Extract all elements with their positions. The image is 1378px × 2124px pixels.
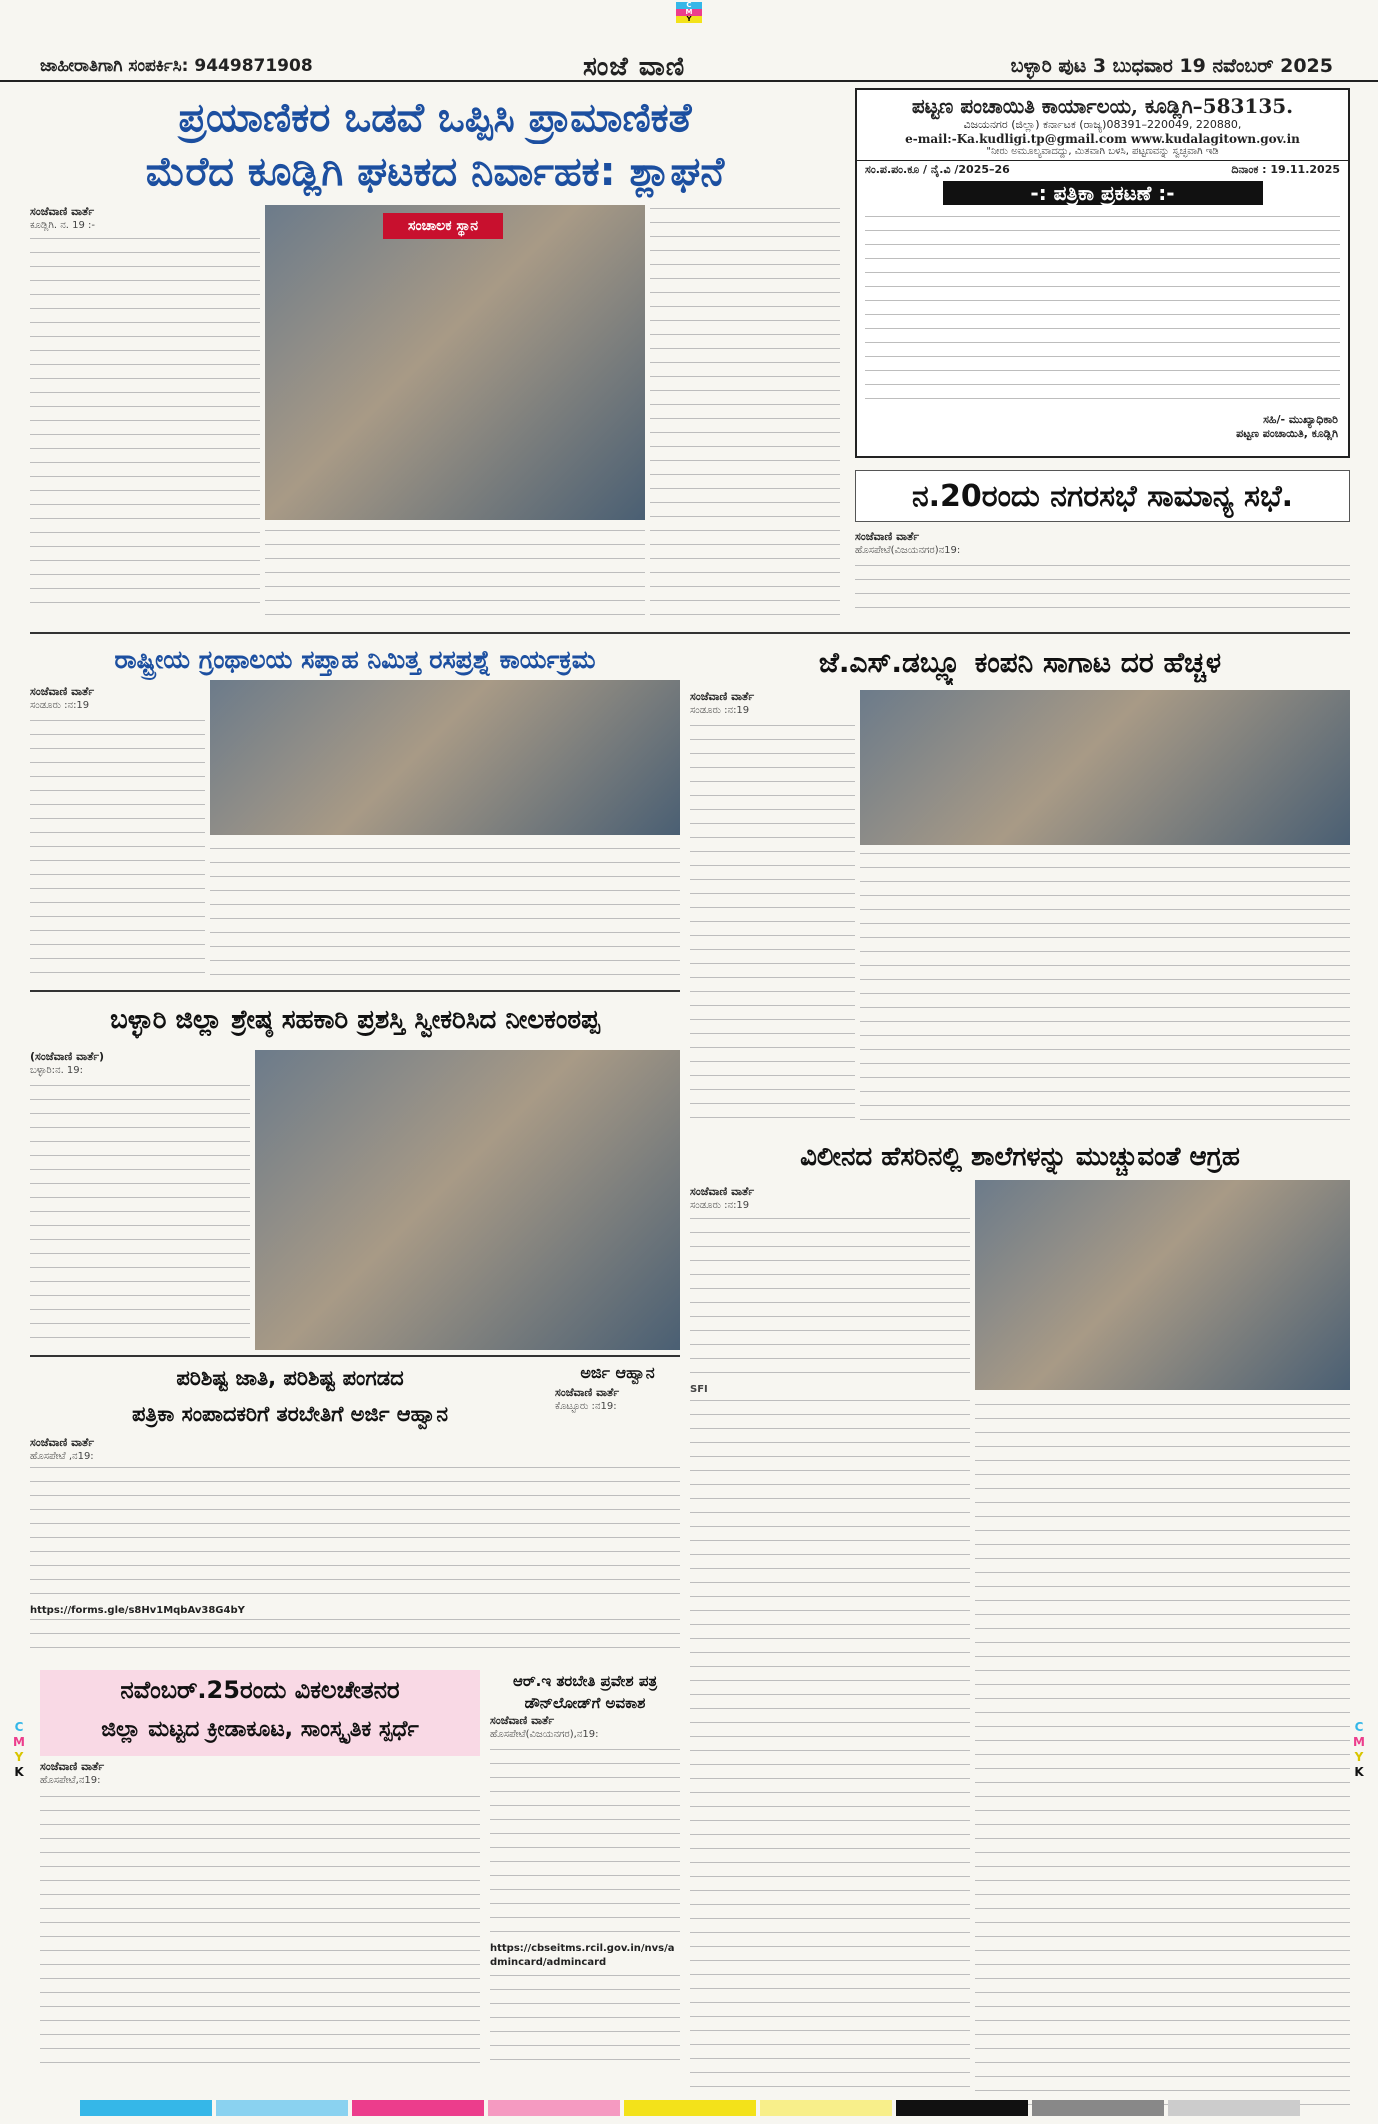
cmyk-m: M <box>676 9 702 16</box>
news10-text <box>490 1742 680 1942</box>
notice-signature-2: ಪಟ್ಟಣ ಪಂಚಾಯಿತಿ, ಕೂಡ್ಲಿಗಿ <box>1236 427 1338 440</box>
news2-body <box>855 530 1350 625</box>
news5-text <box>30 1078 250 1348</box>
news2-headline-box <box>855 470 1350 522</box>
swatch-cyan-light <box>216 2100 348 2116</box>
cmyk-registration-top <box>676 2 702 24</box>
news9-byline: ಸಂಜೆವಾಣಿ ವಾರ್ತೆ <box>40 1760 105 1773</box>
cmyk-y: Y <box>1354 1750 1364 1764</box>
notice-email: e-mail:-Ka.kudligi.tp@gmail.com www.kudalagitown.gov.in <box>905 132 1300 146</box>
divider <box>30 990 680 992</box>
cmyk-c: C <box>676 2 702 9</box>
news2-headline: ನ.20ರಂದು ನಗರಸಭೆ ಸಾಮಾನ್ಯ ಸಭೆ. <box>911 479 1294 514</box>
print-color-bar <box>80 2100 1300 2116</box>
news9-text <box>40 1788 480 2073</box>
cmyk-c: C <box>1354 1720 1364 1734</box>
notice-phone: ವಿಜಯನಗರ (ಜಿಲ್ಲಾ) ಕರ್ನಾಟಕ (ರಾಜ್ಯ)08391–220049, 220880, <box>963 118 1242 131</box>
news10-dateline: ಹೊಸಪೇಟೆ(ವಿಜಯನಗರ),ನ19: <box>490 1729 599 1740</box>
cmyk-y: Y <box>14 1750 24 1764</box>
news9-dateline: ಹೊಸಪೇಟೆ,ನ19: <box>40 1775 101 1786</box>
swatch-yellow <box>624 2100 756 2116</box>
swatch-magenta-light <box>488 2100 620 2116</box>
notice-body <box>865 209 1340 409</box>
news2-dateline: ಹೊಸಪೇಟೆ(ವಿಜಯನಗರ)ನ19: <box>855 545 961 556</box>
news4-col-2 <box>860 850 1350 1130</box>
lead-body-text <box>30 233 260 613</box>
news8-byline: ಸಂಜೆವಾಣಿ ವಾರ್ತೆ <box>555 1386 620 1399</box>
cmyk-k: K <box>14 1765 24 1779</box>
lead-headline-1: ಪ್ರಯಾಣಿಕರ ಒಡವೆ ಒಪ್ಪಿಸಿ ಪ್ರಾಮಾಣಿಕತೆ <box>178 95 692 141</box>
masthead <box>0 52 1378 82</box>
notice-box <box>855 88 1350 458</box>
swatch-grey <box>1032 2100 1164 2116</box>
news4-headline: ಜೆ.ಎಸ್.ಡಬ್ಲ್ಯೂ ಕಂಪನಿ ಸಾಗಾಟ ದರ ಹೆಚ್ಚಳ <box>818 646 1222 679</box>
cmyk-registration-left <box>12 1720 26 1782</box>
news7-body <box>30 1436 680 1666</box>
swatch-yellow-light <box>760 2100 892 2116</box>
lead-photo <box>265 205 645 520</box>
news6-sfi: SFI <box>690 1384 708 1395</box>
news3-col-2 <box>210 840 680 985</box>
cmyk-m: M <box>13 1735 25 1749</box>
news3-photo <box>210 680 680 835</box>
news7-link[interactable]: https://forms.gle/s8Hv1MqbAv38G4bY <box>30 1605 245 1616</box>
lead-dateline: ಕೂಡ್ಲಿಗಿ. ನ. 19 :- <box>30 220 95 231</box>
cmyk-registration-right <box>1352 1720 1366 1782</box>
news7-text-2 <box>30 1618 680 1658</box>
news7-text <box>30 1464 680 1604</box>
swatch-black <box>896 2100 1028 2116</box>
lead-col-2-bottom <box>265 525 645 625</box>
news6-headline: ವಿಲೀನದ ಹೆಸರಿನಲ್ಲಿ ಶಾಲೆಗಳನ್ನು ಮುಚ್ಚುವಂತೆ ಆಗ್ರಹ <box>800 1142 1240 1172</box>
news6-col-2 <box>975 1395 1350 2115</box>
notice-slogan: "ನೀರು ಅಮೂಲ್ಯವಾದದ್ದು, ಮಿತವಾಗಿ ಬಳಸಿ, ಪಟ್ಟಣವನ್ನು ಸ್ವಚ್ಛವಾಗಿ ಇಡಿ <box>857 146 1348 161</box>
news7-byline: ಸಂಜೆವಾಣಿ ವಾರ್ತೆ <box>30 1436 95 1449</box>
news10-text-2 <box>490 1970 680 2070</box>
news4-dateline: ಸಂಡೂರು :ನ:19 <box>690 705 750 716</box>
photo-sign: ಸಂಚಾಲಕ ಸ್ಥಾನ <box>383 213 503 239</box>
notice-date: ದಿನಾಂಕ : 19.11.2025 <box>1231 163 1340 176</box>
news5-photo <box>255 1050 680 1350</box>
news8-dateline: ಕೊಟ್ಟೂರು :ನ19: <box>555 1401 617 1412</box>
notice-office-title: ಪಟ್ಟಣ ಪಂಚಾಯಿತಿ ಕಾರ್ಯಾಲಯ, ಕೂಡ್ಲಿಗಿ–583135. <box>911 94 1294 118</box>
news10-headline-1: ಆರ್.ಇ ತರಬೇತಿ ಪ್ರವೇಶ ಪತ್ರ <box>512 1672 658 1690</box>
news4-col-1 <box>690 690 855 1130</box>
news6-col-1 <box>690 1185 970 2115</box>
news3-col-1 <box>30 685 205 985</box>
cmyk-y: Y <box>676 16 702 23</box>
swatch-grey-light <box>1168 2100 1300 2116</box>
news5-byline: (ಸಂಜೆವಾಣಿ ವಾರ್ತೆ) <box>30 1050 105 1063</box>
cmyk-m: M <box>1353 1735 1365 1749</box>
notice-ref-no: ಸಂ.ಪ.ಪಂ.ಕೂ / ನೈ.ವಿ /2025–26 <box>865 163 1010 176</box>
news6-byline: ಸಂಜೆವಾಣಿ ವಾರ್ತೆ <box>690 1185 755 1198</box>
page-info: ಬಳ್ಳಾರಿ ಪುಟ 3 ಬುಧವಾರ 19 ನವೆಂಬರ್ 2025 <box>1010 55 1333 77</box>
news4-photo <box>860 690 1350 845</box>
news9-headline-box <box>40 1670 480 1756</box>
divider <box>30 1355 680 1357</box>
lead-col-3 <box>650 205 840 625</box>
news9-headline-1: ನವೆಂಬರ್.25ರಂದು ವಿಕಲಚೇತನರ <box>120 1676 400 1704</box>
cmyk-k: K <box>1354 1765 1364 1779</box>
newspaper-logo: ಸಂಜೆ ವಾಣಿ <box>583 52 686 82</box>
news6-text-b <box>690 1397 970 2097</box>
news4-byline: ಸಂಜೆವಾಣಿ ವಾರ್ತೆ <box>690 690 755 703</box>
news7-headline-2: ಪತ್ರಿಕಾ ಸಂಪಾದಕರಿಗೆ ತರಬೇತಿಗೆ ಅರ್ಜಿ ಆಹ್ವಾನ <box>131 1402 449 1426</box>
news10-headline-2: ಡೌನ್‌ಲೋಡ್‌ಗೆ ಅವಕಾಶ <box>524 1694 646 1712</box>
news5-headline: ಬಳ್ಳಾರಿ ಜಿಲ್ಲಾ ಶ್ರೇಷ್ಠ ಸಹಕಾರಿ ಪ್ರಶಸ್ತಿ ಸ್ವೀಕರಿಸಿದ ನೀಲಕಂಠಪ್ಪ <box>110 1005 600 1035</box>
news6-photo <box>975 1180 1350 1390</box>
lead-headline-2: ಮೆರೆದ ಕೂಡ್ಲಿಗಿ ಘಟಕದ ನಿರ್ವಾಹಕ: ಶ್ಲಾಘನೆ <box>145 149 725 195</box>
news10-byline: ಸಂಜೆವಾಣಿ ವಾರ್ತೆ <box>490 1714 555 1727</box>
news5-dateline: ಬಳ್ಳಾರಿ:ನ. 19: <box>30 1065 84 1076</box>
notice-banner: -: ಪತ್ರಿಕಾ ಪ್ರಕಟಣೆ :- <box>943 181 1263 205</box>
news9-body <box>40 1760 480 2080</box>
news7-headline-1: ಪರಿಶಿಷ್ಟ ಜಾತಿ, ಪರಿಶಿಷ್ಟ ಪಂಗಡದ <box>176 1366 404 1390</box>
news8-headline: ಅರ್ಜಿ ಆಹ್ವಾನ <box>580 1363 655 1382</box>
news4-text <box>690 718 855 1128</box>
news6-text-a <box>690 1213 970 1383</box>
swatch-magenta <box>352 2100 484 2116</box>
ad-contact: ಜಾಹೀರಾತಿಗಾಗಿ ಸಂಪರ್ಕಿಸಿ: 9449871908 <box>40 56 313 76</box>
news2-byline: ಸಂಜೆವಾಣಿ ವಾರ್ತೆ <box>855 530 920 543</box>
news5-col-1 <box>30 1050 250 1350</box>
news8-head <box>555 1360 680 1436</box>
news3-text <box>30 713 205 983</box>
cmyk-c: C <box>14 1720 24 1734</box>
news10-link[interactable]: https://cbseitms.rcil.gov.in/nvs/admincard/admincard <box>490 1943 675 1968</box>
lead-col-1 <box>30 205 260 625</box>
news10 <box>490 1670 680 2080</box>
news6-dateline: ಸಂಡೂರು :ನ:19 <box>690 1200 750 1211</box>
swatch-cyan <box>80 2100 212 2116</box>
divider <box>30 632 1350 634</box>
news3-dateline: ಸಂಡೂರು :ನ:19 <box>30 700 90 711</box>
notice-signature-1: ಸಹಿ/- ಮುಖ್ಯಾಧಿಕಾರಿ <box>1263 413 1338 426</box>
news2-text <box>855 558 1350 618</box>
news3-headline: ರಾಷ್ಟ್ರೀಯ ಗ್ರಂಥಾಲಯ ಸಪ್ತಾಹ ನಿಮಿತ್ತ ರಸಪ್ರಶ್ನೆ ಕಾರ್ಯಕ್ರಮ <box>114 645 596 674</box>
news3-byline: ಸಂಜೆವಾಣಿ ವಾರ್ತೆ <box>30 685 95 698</box>
news7-dateline: ಹೊಸಪೇಟೆ ,ನ19: <box>30 1451 94 1462</box>
news9-headline-2: ಜಿಲ್ಲಾ ಮಟ್ಟದ ಕ್ರೀಡಾಕೂಟ, ಸಾಂಸ್ಕೃತಿಕ ಸ್ಪರ್ಧೆ <box>101 1717 419 1742</box>
lead-byline: ಸಂಜೆವಾಣಿ ವಾರ್ತೆ <box>30 205 95 218</box>
